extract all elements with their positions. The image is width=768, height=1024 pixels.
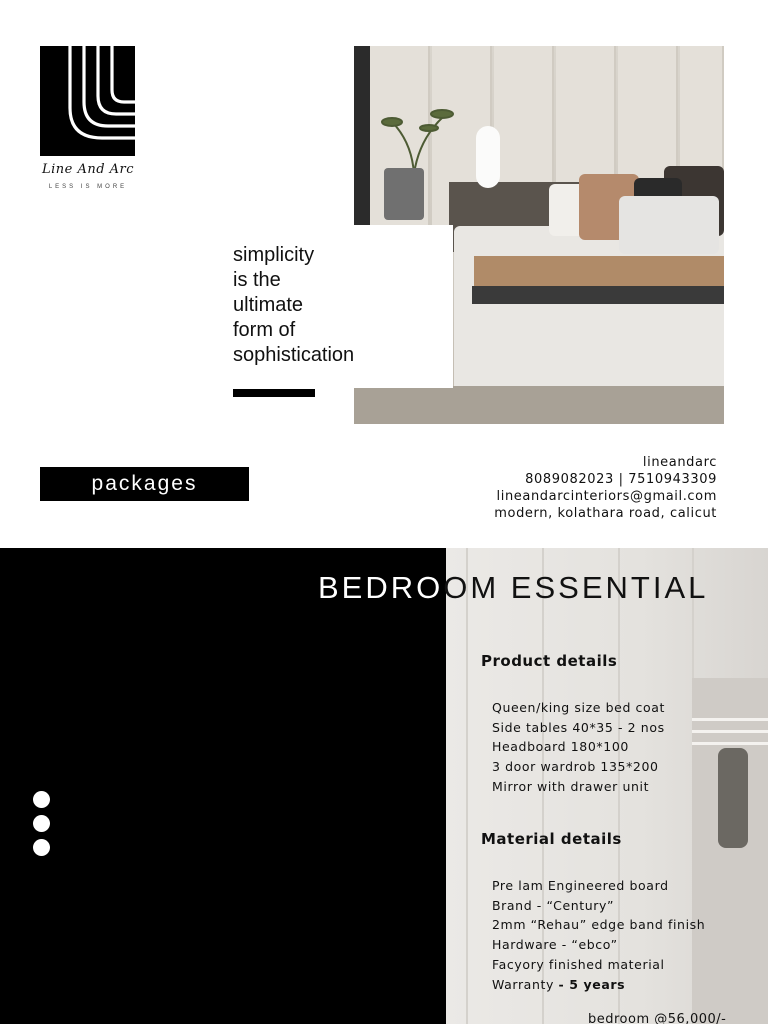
- list-item: Facyory finished material: [492, 956, 665, 972]
- list-item: Pre lam Engineered board: [492, 878, 669, 893]
- plant-icon: [374, 104, 454, 174]
- pendant-lamp-icon: [476, 126, 500, 188]
- contact-block: [494, 454, 717, 522]
- quote-underline: [233, 389, 315, 397]
- carousel-dot-1[interactable]: [33, 791, 50, 808]
- carousel-dot-3[interactable]: [33, 839, 50, 856]
- brand-name: Line And Arc: [41, 162, 135, 177]
- carousel-dot-2[interactable]: [33, 815, 50, 832]
- list-item: Mirror with drawer unit: [492, 778, 650, 794]
- brand-logo: [40, 46, 135, 156]
- contact-name: lineandarc: [642, 455, 717, 470]
- brand-tagline: LESS IS MORE: [48, 184, 128, 190]
- material-details-heading: Material details: [481, 830, 622, 848]
- arc-logo-icon: [40, 46, 135, 156]
- list-item: Queen/king size bed coat: [492, 700, 666, 715]
- list-item: 3 door wardrob 135*200: [492, 759, 659, 775]
- list-item: Side tables 40*35 - 2 nos: [492, 719, 665, 735]
- package-price: bedroom @56,000/-: [588, 1012, 727, 1024]
- package-title: BEDROOM ESSENTIAL: [318, 570, 709, 605]
- contact-email[interactable]: lineandarcinteriors@gmail.com: [496, 489, 717, 504]
- list-item: Hardware - “ebco”: [492, 937, 618, 953]
- contact-address: modern, kolathara road, calicut: [494, 506, 717, 521]
- list-item: Headboard 180*100: [492, 739, 629, 755]
- contact-phones[interactable]: 8089082023 | 7510943309: [525, 472, 717, 487]
- list-item: 2mm “Rehau” edge band finish: [492, 917, 706, 933]
- product-details-heading: Product details: [481, 652, 618, 670]
- list-item: Brand - “Century”: [492, 897, 615, 913]
- product-list: [492, 698, 665, 797]
- warranty-item: Warranty - 5 years: [492, 976, 626, 992]
- packages-banner: packages: [40, 467, 249, 501]
- tagline-quote: simplicity is the ultimate form of sophistication: [233, 244, 355, 366]
- material-list: [492, 876, 705, 994]
